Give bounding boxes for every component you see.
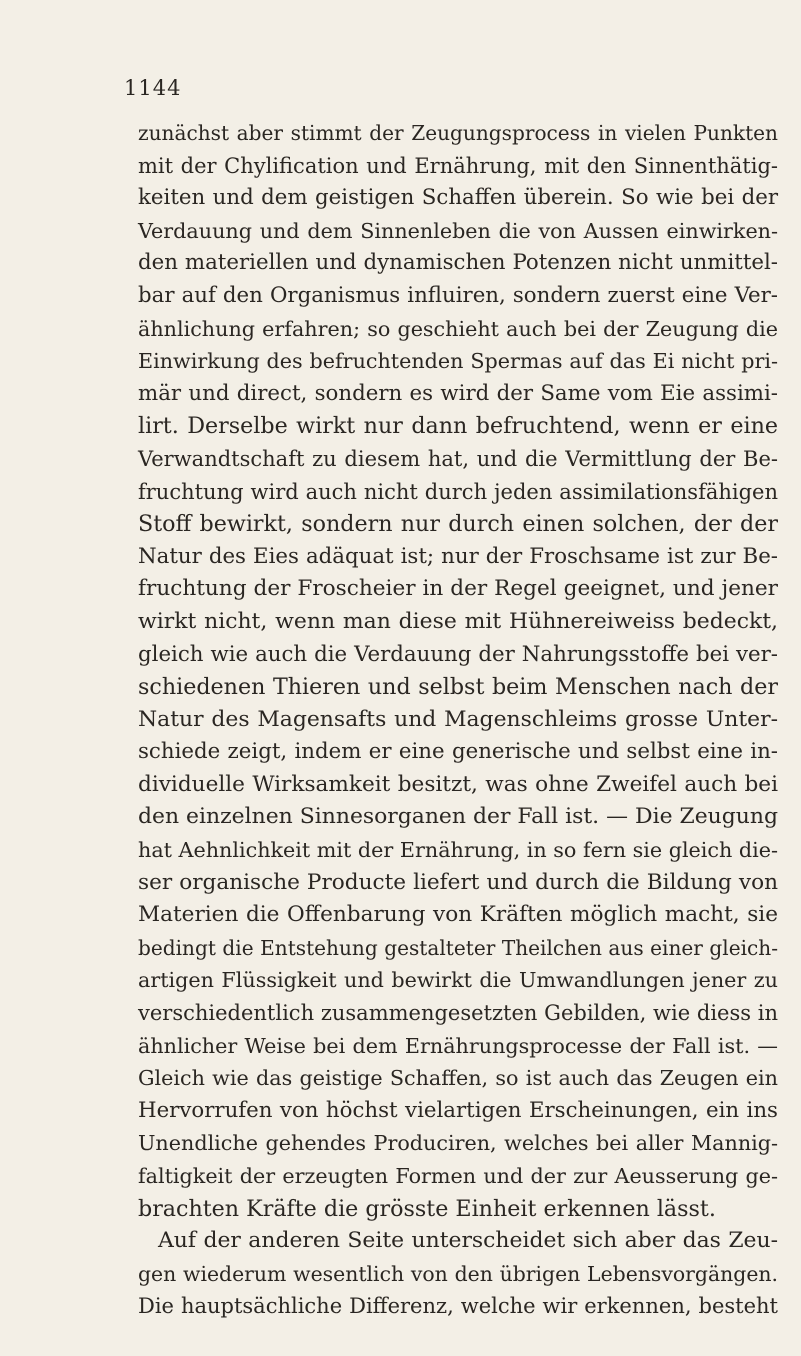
- text-line: gleich wie auch die Verdauung der Nahrungsstoffe bei ver-: [138, 641, 778, 667]
- body-text: [138, 117, 778, 1323]
- text-line: Materien die Offenbarung von Kräften möglich macht, sie: [138, 902, 778, 928]
- text-line: mär und direct, sondern es wird der Same vom Eie assimi-: [138, 380, 778, 406]
- text-line: schiede zeigt, indem er eine generische und selbst eine in-: [138, 739, 778, 765]
- text-line: Verdauung und dem Sinnenleben die von Aussen einwirken-: [138, 218, 778, 243]
- text-line: Einwirkung des befruchtenden Spermas auf das Ei nicht pri-: [138, 349, 778, 374]
- text-line: zunächst aber stimmt der Zeugungsprocess in vielen Punkten: [138, 121, 778, 145]
- page-number: 1144: [124, 76, 182, 100]
- text-line: Gleich wie das geistige Schaffen, so ist auch das Zeugen ein: [138, 1066, 778, 1091]
- text-line: den einzelnen Sinnesorganen der Fall ist. — Die Zeugung: [138, 804, 778, 830]
- text-line: ähnlicher Weise bei dem Ernährungsprocesse der Fall ist. —: [138, 1033, 778, 1058]
- text-line: Stoff bewirkt, sondern nur durch einen solchen, der der: [138, 511, 778, 538]
- text-line: fruchtung wird auch nicht durch jeden assimilationsfähigen: [138, 479, 778, 504]
- text-line: Unendliche gehendes Produciren, welches bei aller Mannig-: [138, 1131, 778, 1156]
- text-line: schiedenen Thieren und selbst beim Menschen nach der: [138, 674, 778, 701]
- text-line: gen wiederum wesentlich von den übrigen Lebensvorgängen.: [138, 1261, 778, 1286]
- text-line: faltigkeit der erzeugten Formen und der zur Aeusserung ge-: [138, 1164, 778, 1188]
- text-line: ser organische Producte liefert und durch die Bildung von: [138, 869, 778, 895]
- text-line: mit der Chylification und Ernährung, mit den Sinnenthätig-: [138, 153, 778, 178]
- text-line: Hervorrufen von höchst vielartigen Erscheinungen, ein ins: [138, 1097, 778, 1123]
- text-line: brachten Kräfte die grösste Einheit erkennen lässt.: [138, 1195, 716, 1222]
- text-line: hat Aehnlichkeit mit der Ernährung, in so fern sie gleich die-: [138, 838, 778, 863]
- text-line: Die hauptsächliche Differenz, welche wir erkennen, besteht: [138, 1294, 778, 1319]
- text-line: bar auf den Organismus influiren, sondern zuerst eine Ver-: [138, 282, 778, 308]
- text-line: ähnlichung erfahren; so geschieht auch bei der Zeugung die: [138, 316, 778, 341]
- text-line: keiten und dem geistigen Schaffen überein. So wie bei der: [138, 185, 778, 211]
- text-line: lirt. Derselbe wirkt nur dann befruchtend, wenn er eine: [138, 413, 778, 440]
- text-line: Natur des Eies adäquat ist; nur der Froschsame ist zur Be-: [138, 543, 778, 569]
- text-line: verschiedentlich zusammengesetzten Gebilden, wie diess in: [138, 1001, 778, 1026]
- text-line: bedingt die Entstehung gestalteter Theilchen aus einer gleich-: [138, 935, 778, 960]
- text-line: wirkt nicht, wenn man diese mit Hühnereiweiss bedeckt,: [138, 608, 778, 634]
- text-line: Auf der anderen Seite unterscheidet sich aber das Zeu-: [158, 1228, 778, 1254]
- text-line: dividuelle Wirksamkeit besitzt, was ohne Zweifel auch bei: [138, 771, 778, 797]
- text-line: artigen Flüssigkeit und bewirkt die Umwandlungen jener zu: [138, 968, 778, 993]
- text-line: Verwandtschaft zu diesem hat, und die Vermittlung der Be-: [138, 446, 778, 471]
- text-line: fruchtung der Froscheier in der Regel geeignet, und jener: [138, 576, 778, 602]
- text-line: den materiellen und dynamischen Potenzen nicht unmittel-: [138, 250, 778, 276]
- text-line: Natur des Magensafts und Magenschleims grosse Unter-: [138, 706, 778, 732]
